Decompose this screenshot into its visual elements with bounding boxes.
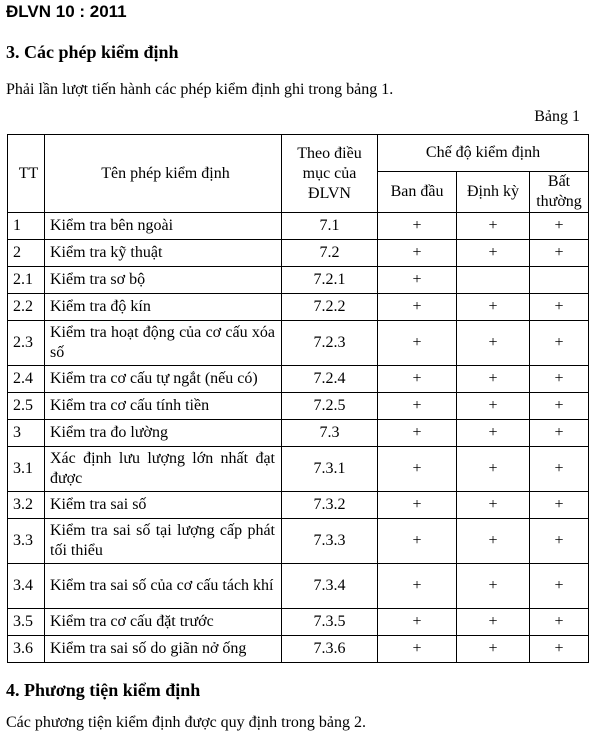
row-mark-periodic: +: [457, 564, 530, 609]
row-tt: 3.4: [8, 564, 45, 609]
row-mark-irregular: [530, 267, 589, 294]
row-tt: 2.5: [8, 393, 45, 420]
document-code: ĐLVN 10 : 2011: [6, 2, 127, 21]
row-mark-initial: +: [378, 564, 457, 609]
row-name: Kiểm tra sai số của cơ cấu tách khí: [45, 564, 282, 609]
row-mark-periodic: +: [457, 609, 530, 636]
row-mark-initial: +: [378, 492, 457, 519]
table-row: [8, 447, 589, 492]
row-mark-irregular: +: [530, 420, 589, 447]
row-mark-irregular: +: [530, 240, 589, 267]
row-mark-initial: +: [378, 636, 457, 663]
row-ref: 7.3: [282, 420, 378, 447]
row-tt: 2.4: [8, 366, 45, 393]
row-mark-periodic: +: [457, 366, 530, 393]
row-mark-initial: +: [378, 366, 457, 393]
row-name: Xác định lưu lượng lớn nhất đạt được: [45, 447, 282, 492]
header-mode-periodic: Định kỳ: [457, 172, 530, 213]
row-mark-periodic: +: [457, 492, 530, 519]
row-ref: 7.3.3: [282, 519, 378, 564]
table-row: [8, 393, 589, 420]
row-mark-irregular: +: [530, 636, 589, 663]
section-3-title: 3. Các phép kiểm định: [6, 42, 179, 62]
row-mark-periodic: +: [457, 447, 530, 492]
row-ref: 7.3.1: [282, 447, 378, 492]
row-mark-irregular: +: [530, 447, 589, 492]
row-name: Kiểm tra kỹ thuật: [45, 240, 282, 267]
row-mark-initial: +: [378, 240, 457, 267]
row-ref: 7.2.5: [282, 393, 378, 420]
row-mark-irregular: +: [530, 366, 589, 393]
row-tt: 3.1: [8, 447, 45, 492]
row-mark-initial: +: [378, 294, 457, 321]
row-name: Kiểm tra đo lường: [45, 420, 282, 447]
row-mark-initial: +: [378, 420, 457, 447]
row-ref: 7.3.2: [282, 492, 378, 519]
table-row: [8, 267, 589, 294]
row-mark-irregular: +: [530, 393, 589, 420]
row-ref: 7.3.4: [282, 564, 378, 609]
row-tt: 3.6: [8, 636, 45, 663]
row-ref: 7.3.6: [282, 636, 378, 663]
row-tt: 1: [8, 213, 45, 240]
row-mark-irregular: +: [530, 213, 589, 240]
row-name: Kiểm tra cơ cấu tự ngắt (nếu có): [45, 366, 282, 393]
table-row: [8, 294, 589, 321]
table-row: [8, 636, 589, 663]
row-ref: 7.1: [282, 213, 378, 240]
header-mode-initial: Ban đầu: [378, 172, 457, 213]
row-ref: 7.2.2: [282, 294, 378, 321]
row-ref: 7.2.4: [282, 366, 378, 393]
section-3-intro: Phải lần lượt tiến hành các phép kiểm định ghi trong bảng 1.: [6, 81, 394, 98]
row-mark-periodic: [457, 267, 530, 294]
table-row: [8, 609, 589, 636]
row-mark-periodic: +: [457, 240, 530, 267]
row-mark-irregular: +: [530, 609, 589, 636]
table-row: [8, 492, 589, 519]
row-ref: 7.2.3: [282, 321, 378, 366]
header-name: Tên phép kiểm định: [45, 135, 282, 213]
row-mark-periodic: +: [457, 294, 530, 321]
table-row: [8, 519, 589, 564]
table-row: [8, 366, 589, 393]
row-tt: 2.2: [8, 294, 45, 321]
row-name: Kiểm tra độ kín: [45, 294, 282, 321]
table-row: [8, 420, 589, 447]
section-4-title: 4. Phương tiện kiểm định: [6, 680, 201, 700]
section-4-intro: Các phương tiện kiểm định được quy định trong bảng 2.: [6, 714, 366, 731]
row-mark-periodic: +: [457, 636, 530, 663]
row-mark-initial: +: [378, 519, 457, 564]
table-row: [8, 240, 589, 267]
row-mark-periodic: +: [457, 321, 530, 366]
row-mark-irregular: +: [530, 294, 589, 321]
row-tt: 2.3: [8, 321, 45, 366]
row-name: Kiểm tra hoạt động của cơ cấu xóa số: [45, 321, 282, 366]
row-mark-initial: +: [378, 609, 457, 636]
row-ref: 7.2.1: [282, 267, 378, 294]
row-mark-periodic: +: [457, 213, 530, 240]
row-mark-periodic: +: [457, 519, 530, 564]
verification-table: [7, 134, 589, 663]
row-name: Kiểm tra cơ cấu tính tiền: [45, 393, 282, 420]
header-mode-irregular: Bất thường: [530, 172, 589, 213]
header-tt: TT: [8, 135, 45, 213]
row-mark-initial: +: [378, 393, 457, 420]
table-row: [8, 213, 589, 240]
row-mark-irregular: +: [530, 492, 589, 519]
row-tt: 3: [8, 420, 45, 447]
row-name: Kiểm tra bên ngoài: [45, 213, 282, 240]
header-ref: Theo điều mục của ĐLVN: [282, 135, 378, 213]
row-name: Kiểm tra sai số tại lượng cấp phát tối thiểu: [45, 519, 282, 564]
row-mark-irregular: +: [530, 321, 589, 366]
row-mark-initial: +: [378, 213, 457, 240]
table-caption: Bảng 1: [534, 108, 580, 125]
row-mark-initial: +: [378, 447, 457, 492]
row-mark-irregular: +: [530, 519, 589, 564]
row-tt: 3.5: [8, 609, 45, 636]
row-mark-periodic: +: [457, 420, 530, 447]
row-name: Kiểm tra sơ bộ: [45, 267, 282, 294]
row-name: Kiểm tra sai số: [45, 492, 282, 519]
row-tt: 3.2: [8, 492, 45, 519]
row-ref: 7.3.5: [282, 609, 378, 636]
row-tt: 3.3: [8, 519, 45, 564]
row-ref: 7.2: [282, 240, 378, 267]
table-row: [8, 321, 589, 366]
row-mark-initial: +: [378, 267, 457, 294]
row-mark-irregular: +: [530, 564, 589, 609]
row-tt: 2.1: [8, 267, 45, 294]
row-mark-initial: +: [378, 321, 457, 366]
row-name: Kiểm tra cơ cấu đặt trước: [45, 609, 282, 636]
row-tt: 2: [8, 240, 45, 267]
row-name: Kiểm tra sai số do giãn nở ống: [45, 636, 282, 663]
row-mark-periodic: +: [457, 393, 530, 420]
table-row: [8, 564, 589, 609]
header-mode-group: Chế độ kiểm định: [378, 135, 589, 172]
